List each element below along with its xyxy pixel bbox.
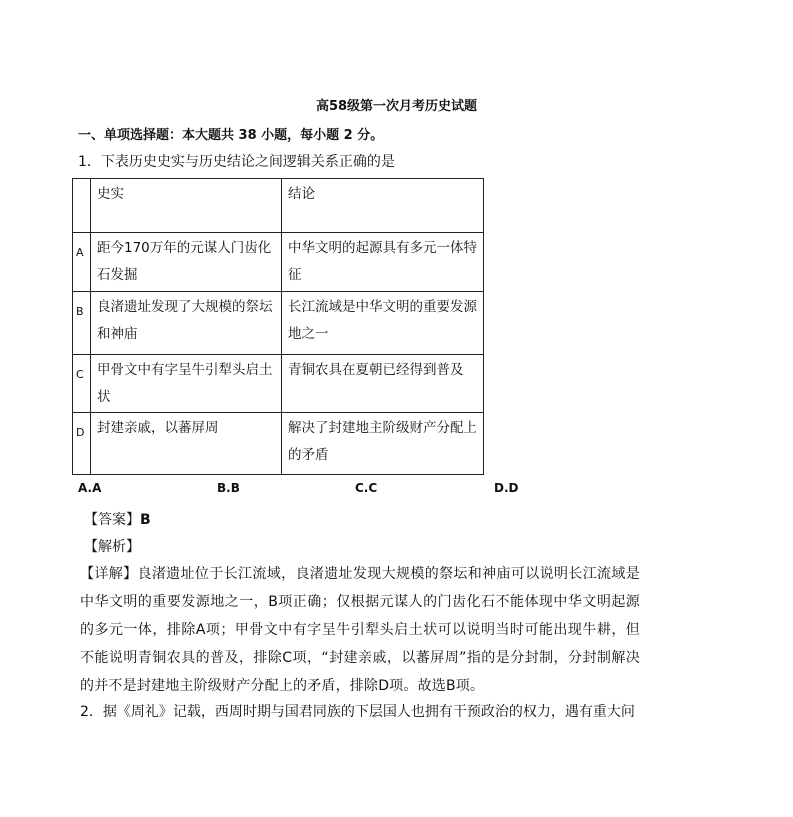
page-title: 高58级第一次月考历史试题 [315, 99, 478, 114]
question-1-stem: 1．下表历史史实与历史结论之间逻辑关系正确的是 [78, 154, 395, 170]
row-key: C [73, 355, 91, 413]
answer-label: 【答案】 [84, 512, 140, 528]
table-row [73, 355, 484, 413]
row-key: D [73, 413, 91, 475]
header-fact: 史实 [97, 186, 124, 202]
row-fact: 良渚遗址发现了大规模的祭坛和神庙 [97, 299, 273, 342]
row-key: A [73, 233, 91, 292]
table-row [73, 233, 484, 292]
option-a: A.A [78, 481, 102, 495]
table-row [73, 292, 484, 355]
option-c: C.C [355, 481, 378, 495]
question-2-stem: 2．据《周礼》记载，西周时期与国君同族的下层国人也拥有干预政治的权力，遇有重大问 [80, 704, 635, 720]
section-heading: 一、单项选择题：本大题共 38 小题，每小题 2 分。 [78, 128, 384, 143]
table-header-row [73, 179, 484, 233]
question-1-table [72, 178, 484, 475]
detail-paragraph [80, 560, 640, 700]
row-fact: 距今170万年的元谋人门齿化石发掘 [97, 240, 272, 283]
table-row [73, 413, 484, 475]
analysis-label: 【解析】 [84, 539, 140, 555]
row-conclusion: 中华文明的起源具有多元一体特征 [288, 240, 477, 283]
detail-text: 良渚遗址位于长江流域，良渚遗址发现大规模的祭坛和神庙可以说明长江流域是中华文明的重要发源地之一，B项正确；仅根据元谋人的门齿化石不能体现中华文明起源的多元一体，排除A项；甲骨文中有字呈牛引犁头启土状可以说明当时可能出现牛耕，但不能说明青铜农具的普及，排除C项，“封建亲戚，以蕃屏周”指的是分封制，分封制解决的并不是封建地主阶级财产分配上的矛盾，排除D项。故选B项。 [80, 566, 640, 694]
row-fact: 封建亲戚，以蕃屏周 [97, 420, 219, 436]
row-key: B [73, 292, 91, 355]
detail-label: 【详解】 [80, 566, 138, 582]
row-conclusion: 解决了封建地主阶级财产分配上的矛盾 [288, 420, 477, 463]
row-conclusion: 青铜农具在夏朝已经得到普及 [288, 362, 464, 378]
table-header-cell [282, 179, 484, 233]
option-d: D.D [494, 481, 519, 495]
row-fact: 甲骨文中有字呈牛引犁头启土状 [97, 362, 273, 405]
header-conclusion: 结论 [288, 186, 315, 202]
row-conclusion: 长江流域是中华文明的重要发源地之一 [288, 299, 477, 342]
table-corner-cell [73, 179, 91, 233]
answer-value: B [140, 512, 151, 528]
answer-line [84, 509, 151, 529]
table-header-cell [91, 179, 282, 233]
option-b: B.B [217, 481, 240, 495]
